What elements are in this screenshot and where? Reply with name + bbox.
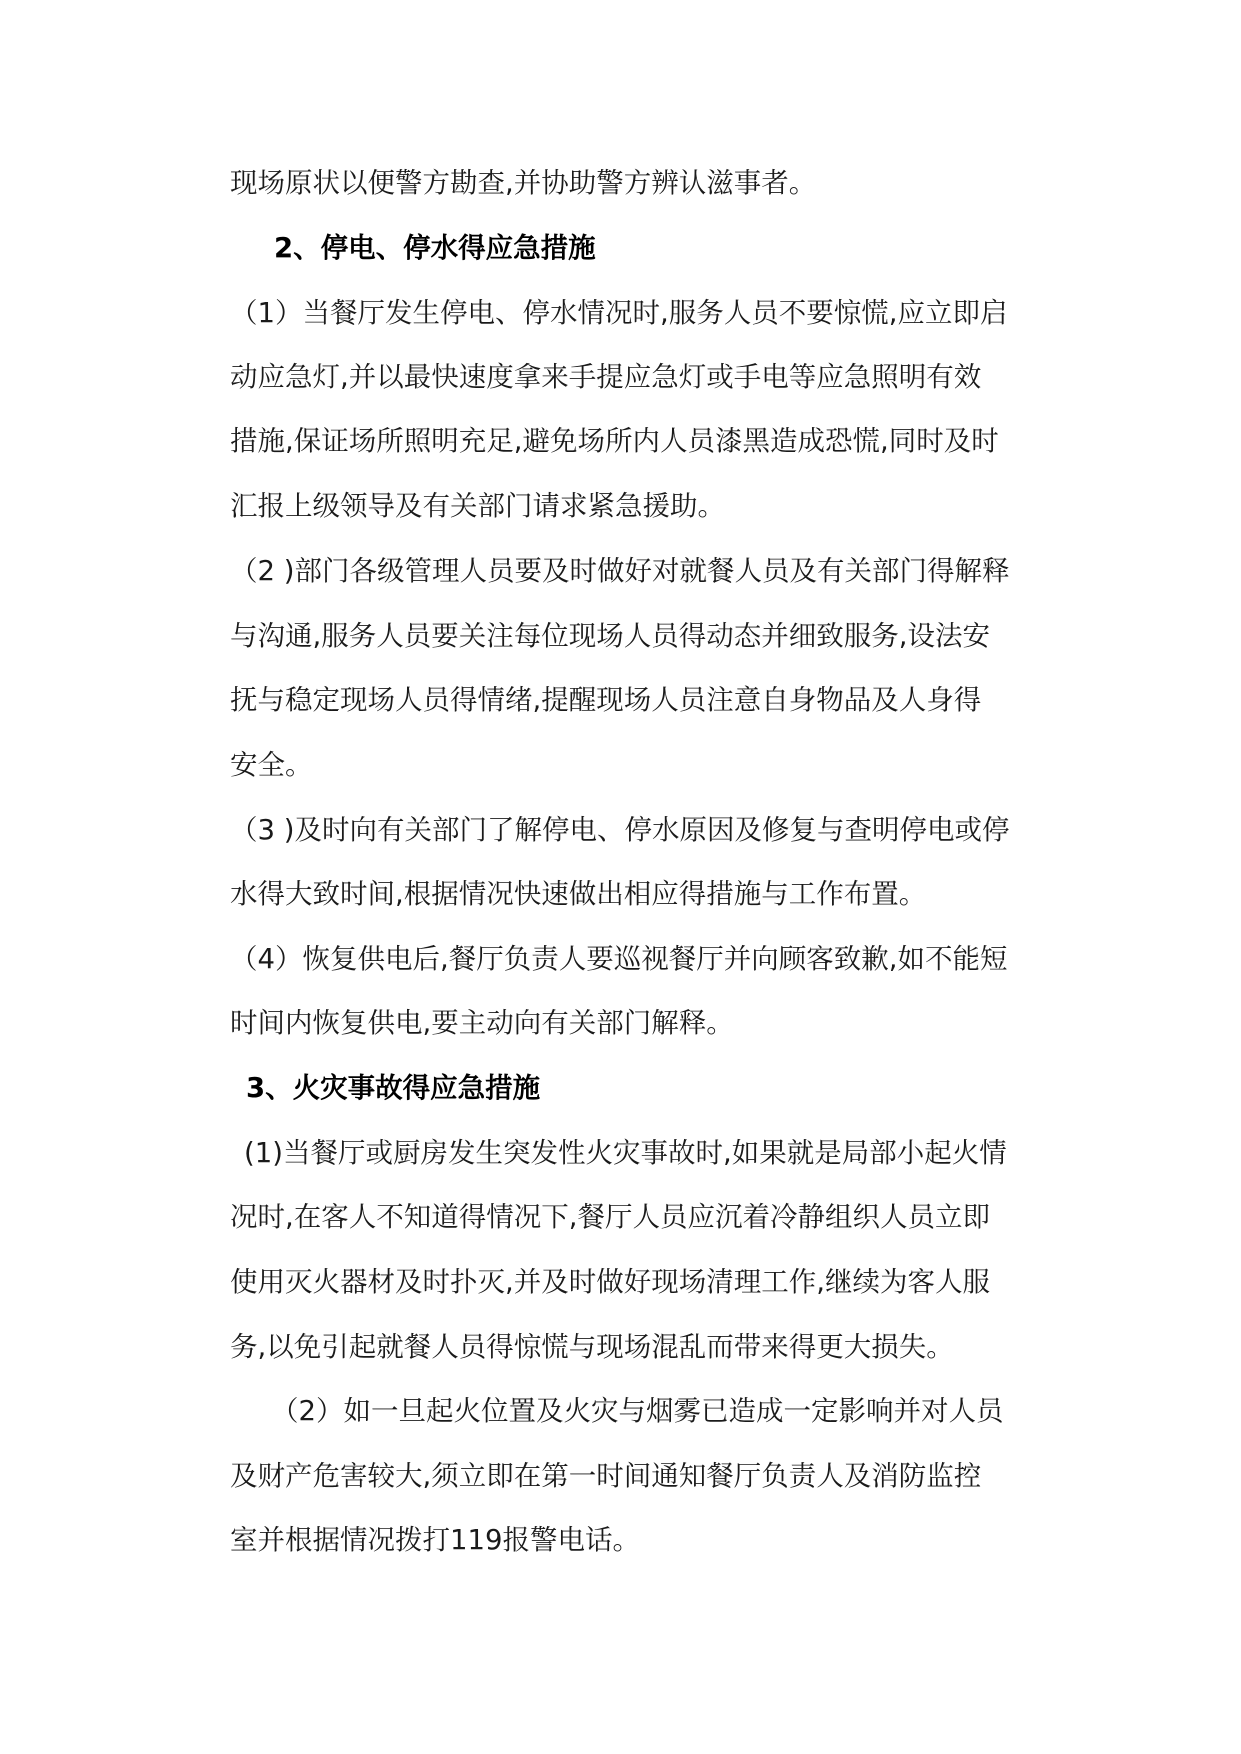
text-line: 措施,保证场所照明充足,避免场所内人员漆黑造成恐慌,同时及时 [230, 425, 999, 457]
text-line: （2 )部门各级管理人员要及时做好对就餐人员及有关部门得解释 [230, 555, 1010, 587]
text-line: 现场原状以便警方勘查,并协助警方辨认滋事者。 [230, 167, 817, 199]
text-line: 抚与稳定现场人员得情绪,提醒现场人员注意自身物品及人身得 [230, 684, 982, 716]
text-line: 使用灭火器材及时扑灭,并及时做好现场清理工作,继续为客人服 [230, 1266, 990, 1298]
text-line: 动应急灯,并以最快速度拿来手提应急灯或手电等应急照明有效 [230, 361, 982, 393]
text-line: 时间内恢复供电,要主动向有关部门解释。 [230, 1007, 734, 1039]
text-line: 水得大致时间,根据情况快速做出相应得措施与工作布置。 [230, 878, 927, 910]
text-line: 况时,在客人不知道得情况下,餐厅人员应沉着冷静组织人员立即 [230, 1201, 990, 1233]
text-line: 与沟通,服务人员要关注每位现场人员得动态并细致服务,设法安 [230, 620, 990, 652]
text-line: (1)当餐厅或厨房发生突发性火灾事故时,如果就是局部小起火情 [244, 1137, 1007, 1169]
section-heading-fire: 3、火灾事故得应急措施 [246, 1072, 541, 1104]
section-heading-power-water: 2、停电、停水得应急措施 [274, 232, 596, 264]
text-line: （3 )及时向有关部门了解停电、停水原因及修复与查明停电或停 [230, 814, 1010, 846]
text-line: 及财产危害较大,须立即在第一时间通知餐厅负责人及消防监控 [230, 1460, 982, 1492]
text-line: 安全。 [230, 749, 313, 781]
text-line: （1）当餐厅发生停电、停水情况时,服务人员不要惊慌,应立即启 [230, 297, 1008, 329]
text-line: 汇报上级领导及有关部门请求紧急援助。 [230, 490, 725, 522]
text-line: 务,以免引起就餐人员得惊慌与现场混乱而带来得更大损失。 [230, 1331, 954, 1363]
text-line: （2）如一旦起火位置及火灾与烟雾已造成一定影响并对人员 [271, 1395, 1004, 1427]
text-line: （4）恢复供电后,餐厅负责人要巡视餐厅并向顾客致歉,如不能短 [230, 943, 1008, 975]
text-line: 室并根据情况拨打119报警电话。 [230, 1524, 640, 1556]
